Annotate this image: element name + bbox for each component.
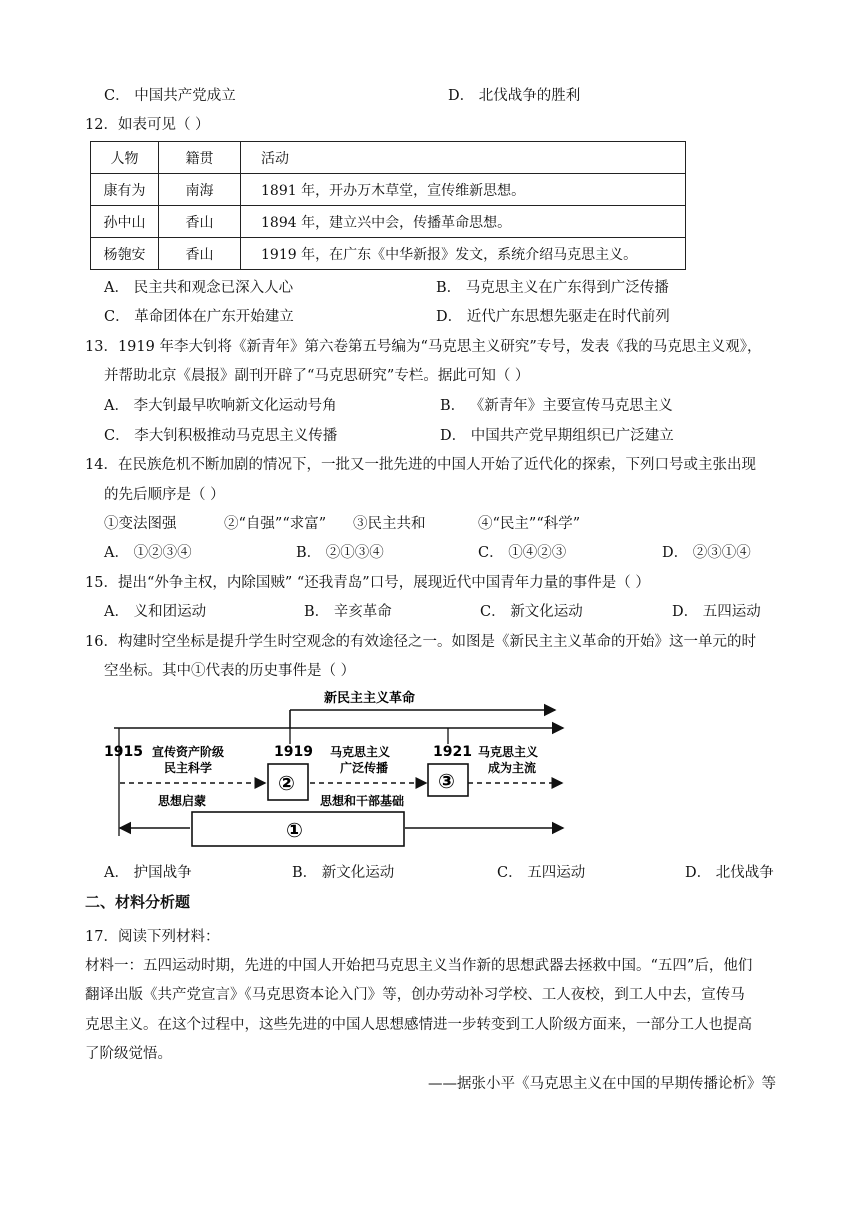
q17-material-line: 克思主义。在这个过程中，这些先进的中国人思想感情进一步转变到工人阶级方面来，一部分工人也提高 <box>85 1017 752 1033</box>
table-row <box>91 238 686 270</box>
q12-option-b: B． 马克思主义在广东得到广泛传播 <box>436 280 669 296</box>
q14-item-4: ④“民主”“科学” <box>478 516 581 532</box>
segment-label: 成为主流 <box>488 761 537 775</box>
segment-label: 马克思主义 <box>330 745 391 759</box>
table-cell: 香山 <box>159 238 241 270</box>
q16-option-a: A． 护国战争 <box>104 865 192 881</box>
box-1-label: ① <box>286 818 303 842</box>
q12-table <box>90 141 686 270</box>
table-cell: 香山 <box>159 206 241 238</box>
segment-label: 民主科学 <box>164 761 213 775</box>
q14-option-d: D． ②③①④ <box>662 545 751 561</box>
lower-label: 思想和干部基础 <box>320 794 405 808</box>
table-cell: 康有为 <box>91 174 159 206</box>
q12-option-d: D． 近代广东思想先驱走在时代前列 <box>436 309 670 325</box>
table-cell: 杨匏安 <box>91 238 159 270</box>
q15-option-b: B． 辛亥革命 <box>304 604 392 620</box>
segment-label: 宣传资产阶级 <box>152 745 225 759</box>
q13-stem-line1: 13．1919 年李大钊将《新青年》第六卷第五号编为“马克思主义研究”专号，发表《我的马克思主义观》， <box>85 339 762 355</box>
table-cell: 1894 年，建立兴中会，传播革命思想。 <box>241 206 686 238</box>
q11-option-c: C． 中国共产党成立 <box>104 88 236 104</box>
q13-option-a: A． 李大钊最早吹响新文化运动号角 <box>104 398 337 414</box>
q12-stem: 12．如表可见（ ） <box>85 117 210 133</box>
q14-option-c: C． ①④②③ <box>478 545 567 561</box>
q15-option-d: D． 五四运动 <box>672 604 761 620</box>
q17-material-line: 翻译出版《共产党宣言》《马克思资本论入门》等，创办劳动补习学校、工人夜校，到工人中去，宣传马 <box>85 987 745 1003</box>
q17-stem: 17．阅读下列材料： <box>85 929 220 945</box>
box-3-label: ③ <box>438 769 455 793</box>
q12-option-c: C． 革命团体在广东开始建立 <box>104 309 294 325</box>
table-header-cell: 活动 <box>241 142 686 174</box>
q14-stem-line2: 的先后顺序是（ ） <box>104 487 225 503</box>
table-cell: 南海 <box>159 174 241 206</box>
box-2-label: ② <box>278 771 295 795</box>
q16-option-d: D． 北伐战争 <box>685 865 774 881</box>
table-header-row <box>91 142 686 174</box>
year-label: 1915 <box>104 744 143 760</box>
segment-label: 广泛传播 <box>340 761 389 775</box>
q13-stem-line2: 并帮助北京《晨报》副刊开辟了“马克思研究”专栏。据此可知（ ） <box>104 368 530 384</box>
lower-label: 思想启蒙 <box>158 794 207 808</box>
q17-source: ——据张小平《马克思主义在中国的早期传播论析》等 <box>428 1076 776 1092</box>
table-cell: 孙中山 <box>91 206 159 238</box>
timeline-diagram <box>100 686 570 854</box>
q14-item-1: ①变法图强 <box>104 516 177 532</box>
q13-option-c: C． 李大钊积极推动马克思主义传播 <box>104 428 338 444</box>
section-heading: 二、材料分析题 <box>85 893 191 911</box>
table-header-cell: 籍贯 <box>159 142 241 174</box>
q17-material-line: 材料一：五四运动时期，先进的中国人开始把马克思主义当作新的思想武器去拯救中国。“五四”后，他们 <box>85 958 753 974</box>
year-label: 1919 <box>274 744 313 760</box>
q14-item-3: ③民主共和 <box>353 516 426 532</box>
q15-stem: 15．提出“外争主权，内除国贼” “还我青岛”口号，展现近代中国青年力量的事件是（ ） <box>85 575 650 591</box>
table-row <box>91 174 686 206</box>
q14-option-b: B． ②①③④ <box>296 545 384 561</box>
q17-material-line: 了阶级觉悟。 <box>85 1046 172 1062</box>
table-cell: 1919 年，在广东《中华新报》发文，系统介绍马克思主义。 <box>241 238 686 270</box>
q14-stem-line1: 14．在民族危机不断加剧的情况下，一批又一批先进的中国人开始了近代化的探索，下列口号或主张出现 <box>85 457 756 473</box>
q16-stem-line2: 空坐标。其中①代表的历史事件是（ ） <box>104 663 356 679</box>
segment-label: 马克思主义 <box>478 745 539 759</box>
year-label: 1921 <box>433 744 472 760</box>
q11-option-d: D． 北伐战争的胜利 <box>448 88 581 104</box>
q15-option-a: A． 义和团运动 <box>104 604 207 620</box>
table-row <box>91 206 686 238</box>
q14-item-2: ②“自强”“求富” <box>224 516 327 532</box>
q14-option-a: A． ①②③④ <box>104 545 192 561</box>
q16-option-c: C． 五四运动 <box>497 865 586 881</box>
table-cell: 1891 年，开办万木草堂，宣传维新思想。 <box>241 174 686 206</box>
table-header-cell: 人物 <box>91 142 159 174</box>
q15-option-c: C． 新文化运动 <box>480 604 583 620</box>
q16-stem-line1: 16．构建时空坐标是提升学生时空观念的有效途径之一。如图是《新民主主义革命的开始》这一单元的时 <box>85 634 756 650</box>
q12-option-a: A． 民主共和观念已深入人心 <box>104 280 294 296</box>
revolution-label: 新民主主义革命 <box>324 691 416 706</box>
q16-option-b: B． 新文化运动 <box>292 865 395 881</box>
q13-option-b: B． 《新青年》主要宣传马克思主义 <box>440 398 673 414</box>
q13-option-d: D． 中国共产党早期组织已广泛建立 <box>440 428 674 444</box>
